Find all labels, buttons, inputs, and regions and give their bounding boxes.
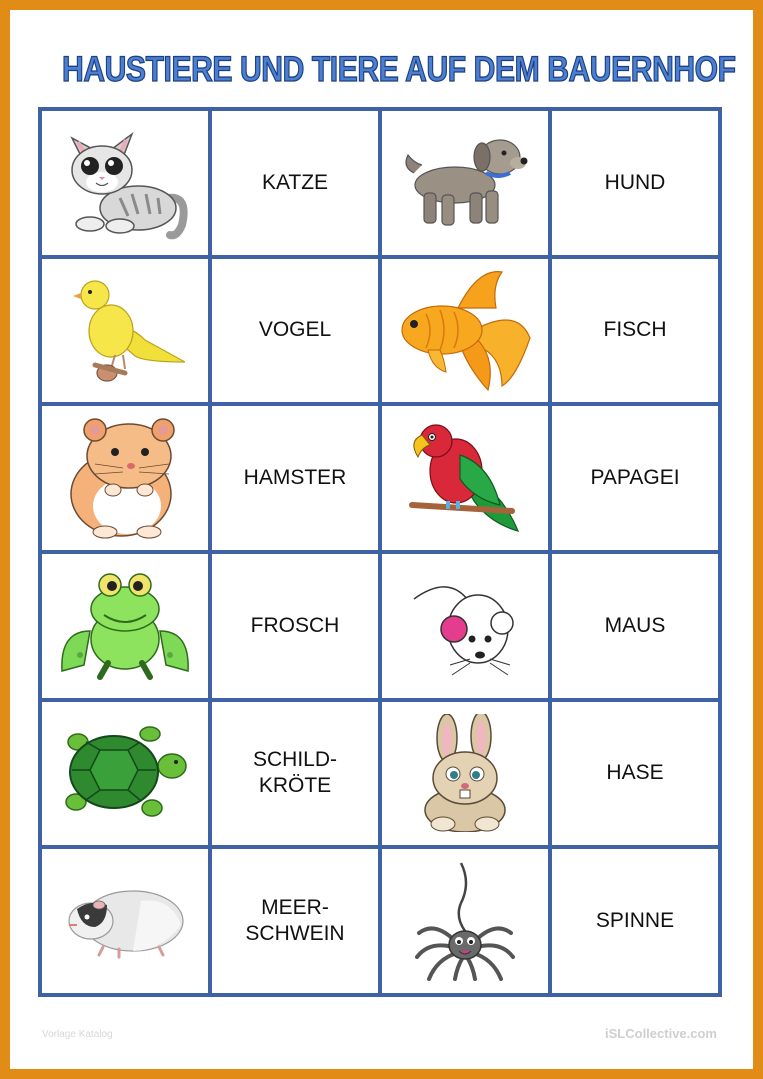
word-cell xyxy=(212,111,378,255)
goldfish-picture-cell xyxy=(382,259,548,403)
page-title: HAUSTIERE UND TIERE AUF DEM BAUERNHOF xyxy=(62,50,736,89)
word-cell xyxy=(552,111,718,255)
word-cell xyxy=(212,406,378,550)
cat-icon xyxy=(60,120,190,245)
guinea-pig-picture-cell xyxy=(42,849,208,993)
animal-word: SPINNE xyxy=(595,909,675,933)
dog-icon xyxy=(400,135,530,230)
word-cell xyxy=(212,702,378,846)
animal-word: PAPAGEI xyxy=(590,466,680,490)
mouse-icon xyxy=(410,573,520,678)
word-cell xyxy=(552,406,718,550)
animal-word: KATZE xyxy=(261,170,329,194)
word-cell xyxy=(552,554,718,698)
animal-word: HASE xyxy=(606,761,664,785)
watermark-site: iSLCollective.com xyxy=(605,1026,717,1041)
rabbit-picture-cell xyxy=(382,702,548,846)
turtle-picture-cell xyxy=(42,702,208,846)
spider-icon xyxy=(415,861,515,981)
word-cell xyxy=(212,849,378,993)
canary-icon xyxy=(65,275,185,385)
word-cell xyxy=(552,702,718,846)
frog-icon xyxy=(60,571,190,681)
canary-picture-cell xyxy=(42,259,208,403)
animal-word: FISCH xyxy=(603,318,667,342)
hamster-picture-cell xyxy=(42,406,208,550)
vocabulary-grid xyxy=(38,107,722,997)
parrot-picture-cell xyxy=(382,406,548,550)
word-cell xyxy=(552,259,718,403)
animal-word: FROSCH xyxy=(250,613,340,637)
dog-picture-cell xyxy=(382,111,548,255)
spider-picture-cell xyxy=(382,849,548,993)
rabbit-icon xyxy=(415,714,515,832)
animal-word: VOGEL xyxy=(258,318,332,342)
animal-word: HAMSTER xyxy=(243,466,347,490)
mouse-picture-cell xyxy=(382,554,548,698)
animal-word: SCHILD- KRÖTE xyxy=(252,748,337,798)
goldfish-icon xyxy=(398,268,533,393)
word-cell xyxy=(212,554,378,698)
animal-word: MEER- SCHWEIN xyxy=(245,896,345,946)
word-cell xyxy=(552,849,718,993)
parrot-icon xyxy=(408,423,523,533)
animal-word: MAUS xyxy=(604,613,666,637)
word-cell xyxy=(212,259,378,403)
turtle-icon xyxy=(60,726,190,821)
hamster-icon xyxy=(65,416,185,541)
frog-picture-cell xyxy=(42,554,208,698)
animal-word: HUND xyxy=(604,170,666,194)
guinea-pig-icon xyxy=(63,881,188,961)
cat-picture-cell xyxy=(42,111,208,255)
footer-caption: Vorlage Katalog xyxy=(42,1029,113,1040)
